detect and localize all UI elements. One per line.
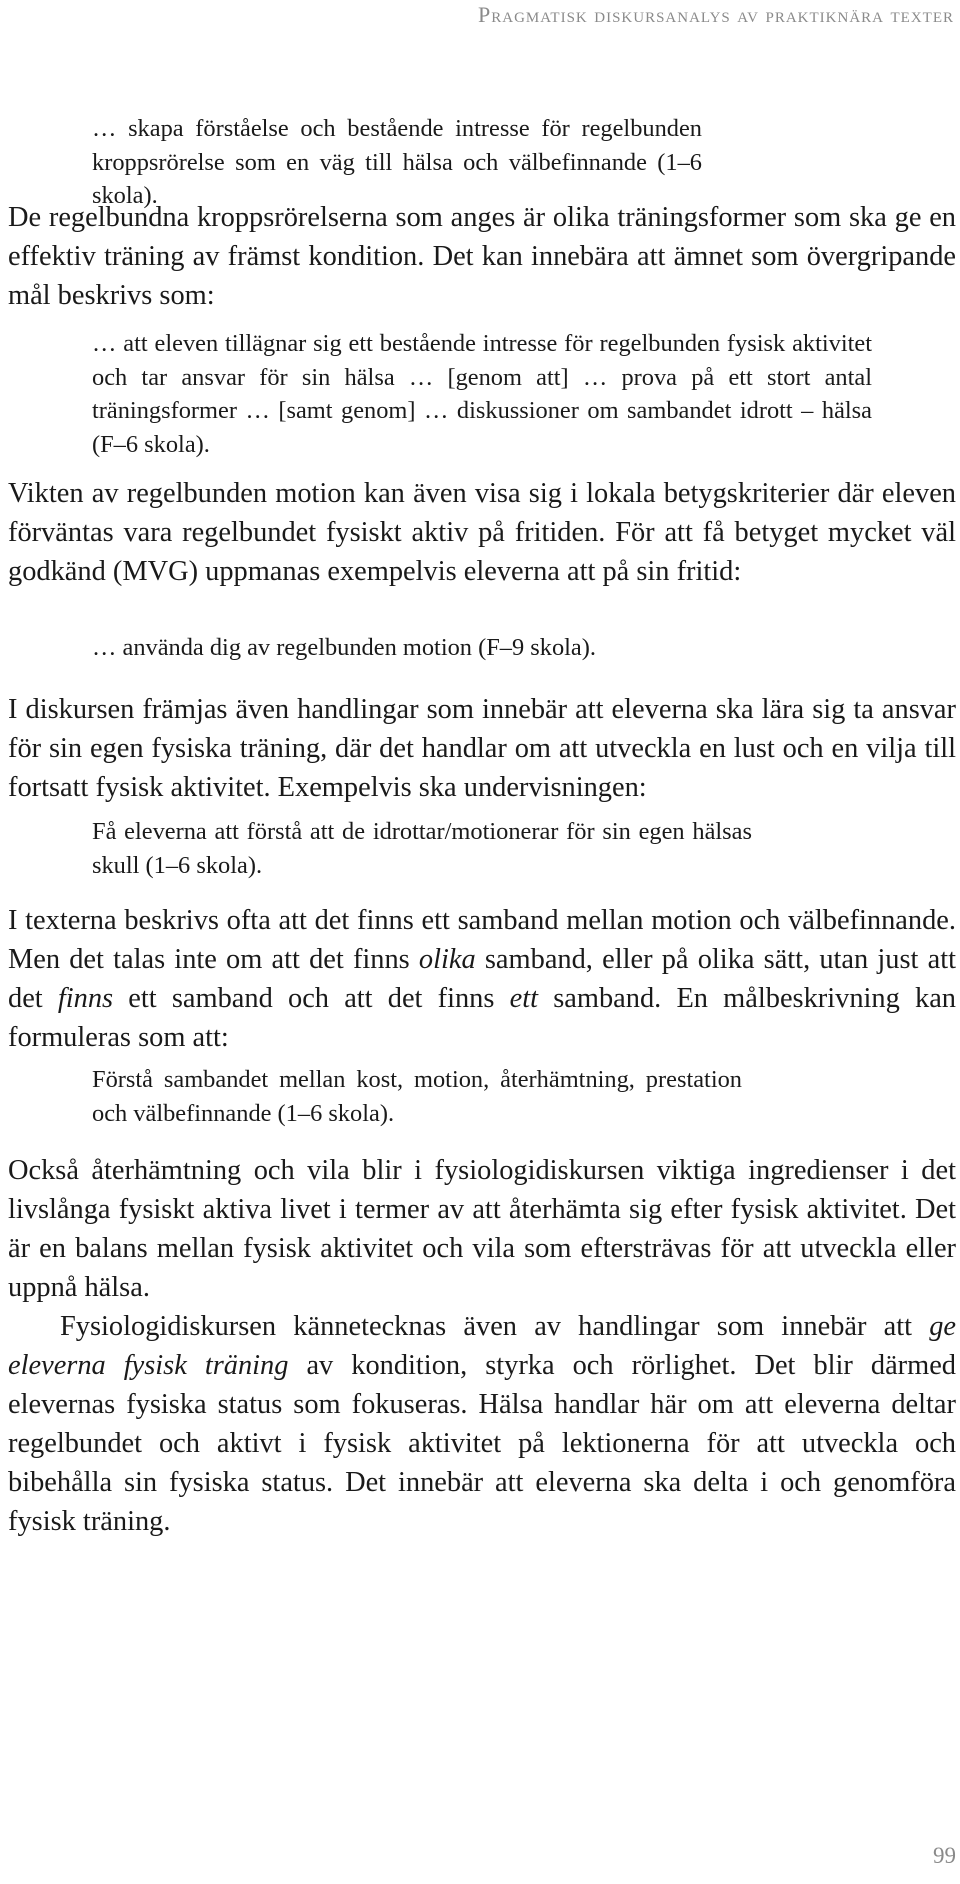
emphasis-finns: finns	[57, 983, 114, 1014]
emphasis-ett: ett	[509, 983, 539, 1014]
emphasis-ge-eleverna-fysisk-traning: ge eleverna fysisk träning	[8, 1311, 956, 1381]
body-paragraph-5: Också återhämtning och vila blir i fysiologidiskursen viktiga ingredienser i det livslånga fysiskt aktiva livet i termer av att återhämta sig efter fysisk aktivitet. Det är en balans mellan fysisk aktivitet och vila som eftersträvas för att utveckla eller uppnå hälsa.	[8, 1155, 956, 1303]
emphasis-olika: olika	[418, 944, 476, 975]
paragraph-6-text-b: av kondition, styrka och rörlighet. Det blir därmed elevernas fysiska status som fokuseras. Hälsa handlar här om att eleverna deltar regelbundet och aktivt i fysisk aktivitet på lektionerna för att utveckla och bibehålla sin fysiska status. Det innebär att eleverna ska delta i och genomföra fysisk träning.	[8, 1350, 957, 1537]
page-number: 99	[933, 1843, 956, 1868]
block-quote-3: … använda dig av regelbunden motion (F–9 skola).	[92, 634, 596, 661]
block-quote-1: … skapa förståelse och bestående intresse för regelbunden kroppsrörelse som en väg till hälsa och välbefinnande (1–6 skola).	[92, 115, 702, 209]
body-paragraph-4	[8, 901, 956, 1057]
block-quote-4: Få eleverna att förstå att de idrottar/motionerar för sin egen hälsas skull (1–6 skola).	[92, 818, 752, 879]
body-paragraph-2: Vikten av regelbunden motion kan även visa sig i lokala betygskriterier där eleven förväntas vara regelbundet fysiskt aktiv på fritiden. För att få betyget mycket väl godkänd (MVG) uppmanas exempelvis eleverna att på sin fritid:	[8, 478, 956, 587]
paragraph-4-text-d: samband. En målbeskrivning kan formuleras som att:	[8, 983, 956, 1053]
paragraph-6-text-a: Fysiologidiskursen kännetecknas även av handlingar som innebär att	[60, 1311, 930, 1342]
block-quote-5: Förstå sambandet mellan kost, motion, återhämtning, prestation och välbefinnande (1–6 skola).	[92, 1066, 742, 1127]
body-paragraph-1: De regelbundna kroppsrörelserna som anges är olika träningsformer som ska ge en effektiv träning av främst kondition. Det kan innebära att ämnet som övergripande mål beskrivs som:	[8, 202, 956, 311]
paragraph-4-text-a: I texterna beskrivs ofta att det finns ett samband mellan motion och välbefinnande. Men det talas inte om att det finns	[8, 905, 956, 975]
paragraph-4-text-c: ett samband och att det finns	[113, 983, 510, 1014]
running-header: Pragmatisk diskursanalys av praktiknära texter	[478, 2, 954, 27]
block-quote-2: … att eleven tillägnar sig ett bestående intresse för regelbunden fysisk aktivitet och tar ansvar för sin hälsa … [genom att] … prova på ett stort antal träningsformer … [samt genom] … diskussioner om sambandet idrott – hälsa (F–6 skola).	[92, 330, 872, 458]
body-paragraph-6	[8, 1307, 956, 1541]
body-paragraph-3: I diskursen främjas även handlingar som innebär att eleverna ska lära sig ta ansvar för sin egen fysiska träning, där det handlar om att utveckla en lust och en vilja till fortsatt fysisk aktivitet. Exempelvis ska undervisningen:	[8, 694, 956, 803]
paragraph-4-text-b: samband, eller på olika sätt, utan just att det	[8, 944, 956, 1014]
